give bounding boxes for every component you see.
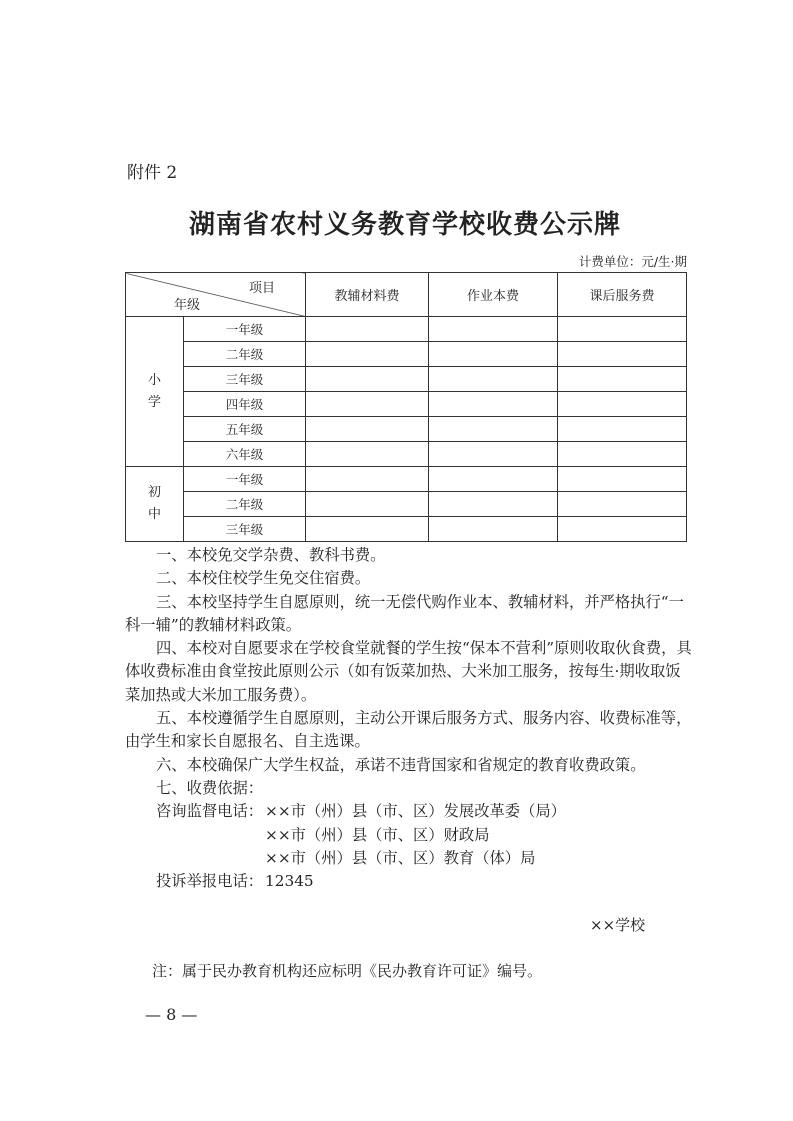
fee-value-cell [306, 317, 429, 342]
footnote: 注：属于民办教育机构还应标明《民办教育许可证》编号。 [152, 962, 543, 980]
consult-phone-line [125, 847, 687, 870]
table-row [126, 517, 687, 542]
fee-table [125, 272, 687, 542]
unit-label: 计费单位：元/生·期 [578, 254, 687, 269]
grade-cell: 三年级 [184, 367, 306, 392]
fee-value-cell [558, 467, 687, 492]
grade-cell: 四年级 [184, 392, 306, 417]
complaint-phone-line [125, 870, 687, 893]
policy-text [125, 544, 692, 893]
fee-value-cell [429, 392, 558, 417]
corner-cell [126, 273, 306, 317]
fee-value-cell [306, 417, 429, 442]
fee-value-cell [429, 417, 558, 442]
corner-grade-label: 年级 [174, 298, 201, 313]
text-line: 由学生和家长自愿报名、自主选课。 [125, 732, 370, 751]
school-level-cell: 小 学 [126, 317, 184, 467]
table-row [126, 392, 687, 417]
table-row [126, 442, 687, 467]
grade-cell: 五年级 [184, 417, 306, 442]
fee-value-cell [306, 492, 429, 517]
fee-value-cell [306, 442, 429, 467]
text-line: 五、本校遵循学生自愿原则，主动公开课后服务方式、服务内容、收费标准等， [156, 709, 692, 728]
fee-value-cell [429, 342, 558, 367]
table-row [126, 467, 687, 492]
table-row [126, 367, 687, 392]
grade-cell: 一年级 [184, 317, 306, 342]
table-row [126, 317, 687, 342]
consult-label: 咨询监督电话： [156, 802, 264, 821]
text-line: 六、本校确保广大学生权益，承诺不违背国家和省规定的教育收费政策。 [156, 755, 646, 774]
attachment-label: 附件 2 [127, 163, 178, 183]
consult-agency: ××市（州）县（市、区）发展改革委（局） [265, 802, 566, 821]
page-number: — 8 — [145, 1005, 198, 1024]
column-header: 课后服务费 [558, 273, 687, 317]
fee-value-cell [306, 467, 429, 492]
text-line: 二、本校住校学生免交住宿费。 [156, 569, 371, 588]
school-level-cell: 初 中 [126, 467, 184, 542]
consult-agency: ××市（州）县（市、区）财政局 [265, 825, 490, 844]
school-signature: ××学校 [590, 916, 646, 934]
text-line: 科一辅”的教辅材料政策。 [125, 615, 302, 634]
fee-value-cell [558, 442, 687, 467]
consult-phone-line [125, 824, 687, 847]
document-title: 湖南省农村义务教育学校收费公示牌 [188, 210, 621, 240]
table-row [126, 342, 687, 367]
consult-phone-line [125, 800, 687, 823]
fee-value-cell [429, 367, 558, 392]
grade-cell: 六年级 [184, 442, 306, 467]
text-line: 四、本校对自愿要求在学校食堂就餐的学生按“保本不营利”原则收取伙食费，具 [156, 639, 692, 658]
fee-value-cell [558, 317, 687, 342]
grade-cell: 一年级 [184, 467, 306, 492]
corner-item-label: 项目 [248, 281, 275, 296]
fee-value-cell [429, 467, 558, 492]
column-header: 作业本费 [429, 273, 558, 317]
text-line: 七、收费依据： [156, 778, 264, 797]
fee-value-cell [306, 392, 429, 417]
fee-value-cell [429, 492, 558, 517]
fee-value-cell [558, 517, 687, 542]
fee-value-cell [306, 517, 429, 542]
text-line: 三、本校坚持学生自愿原则，统一无偿代购作业本、教辅材料，并严格执行“一 [156, 592, 684, 611]
fee-value-cell [429, 442, 558, 467]
text-line: 菜加热或大米加工服务费）。 [125, 685, 317, 704]
complaint-label: 投诉举报电话： [156, 872, 264, 891]
table-header-row [126, 273, 687, 317]
consult-agency: ××市（州）县（市、区）教育（体）局 [265, 848, 536, 867]
text-line: 体收费标准由食堂按此原则公示（如有饭菜加热、大米加工服务，按每生·期收取饭 [125, 662, 681, 681]
fee-value-cell [306, 342, 429, 367]
fee-value-cell [558, 492, 687, 517]
column-header: 教辅材料费 [306, 273, 429, 317]
fee-value-cell [558, 367, 687, 392]
fee-value-cell [306, 367, 429, 392]
fee-value-cell [429, 517, 558, 542]
fee-value-cell [558, 417, 687, 442]
fee-value-cell [558, 342, 687, 367]
complaint-number: 12345 [265, 872, 314, 891]
grade-cell: 二年级 [184, 492, 306, 517]
grade-cell: 二年级 [184, 342, 306, 367]
table-row [126, 492, 687, 517]
grade-cell: 三年级 [184, 517, 306, 542]
text-line: 一、本校免交学杂费、教科书费。 [156, 546, 386, 564]
fee-value-cell [429, 317, 558, 342]
table-row [126, 417, 687, 442]
fee-value-cell [558, 392, 687, 417]
